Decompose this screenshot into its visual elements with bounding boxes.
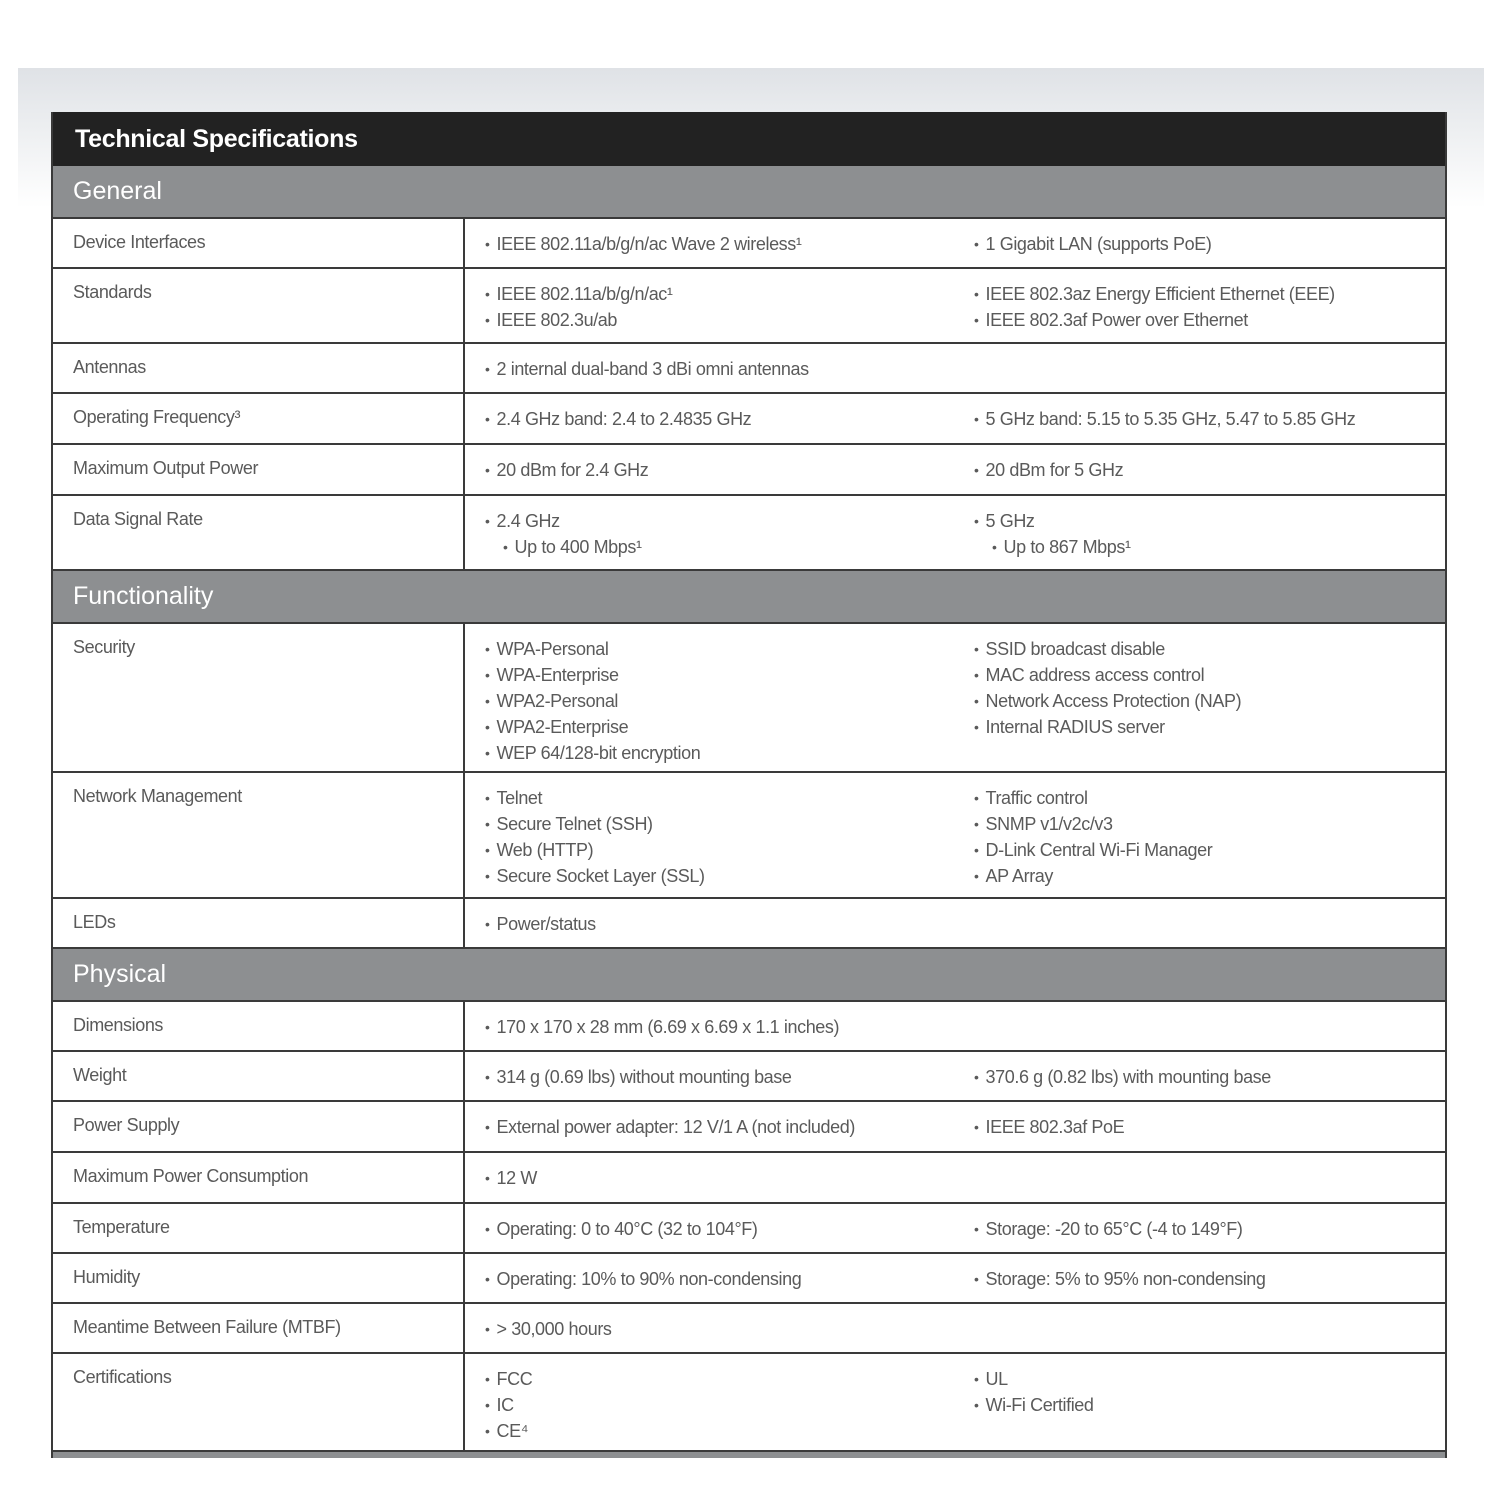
spec-values-right: [954, 496, 1443, 569]
spec-label: Operating Frequency³: [53, 394, 465, 443]
spec-label: Power Supply: [53, 1102, 465, 1151]
spec-row-weight: [53, 1052, 1445, 1102]
spec-value: • IEEE 802.11a/b/g/n/ac¹: [485, 282, 954, 308]
spec-value: • IEEE 802.3az Energy Efficient Ethernet (EEE): [974, 282, 1443, 308]
spec-label: Maximum Output Power: [53, 445, 465, 494]
spec-values-right: [954, 899, 1443, 947]
spec-value: • 170 x 170 x 28 mm (6.69 x 6.69 x 1.1 inches): [485, 1015, 954, 1041]
spec-value: • 2 internal dual-band 3 dBi omni antennas: [485, 357, 954, 383]
section-header-physical: Physical: [53, 949, 1445, 1002]
spec-row-data-signal-rate: [53, 496, 1445, 571]
spec-values-right: [954, 1254, 1443, 1302]
spec-value: • WPA-Enterprise: [485, 663, 954, 689]
spec-values-left: [465, 344, 954, 392]
spec-value: • > 30,000 hours: [485, 1317, 954, 1343]
spec-label: Dimensions: [53, 1002, 465, 1050]
spec-values-left: [465, 394, 954, 443]
spec-value: • 5 GHz band: 5.15 to 5.35 GHz, 5.47 to 5.85 GHz: [974, 407, 1443, 433]
spec-subvalue: • Up to 867 Mbps¹: [974, 535, 1443, 561]
spec-value: • 2.4 GHz band: 2.4 to 2.4835 GHz: [485, 407, 954, 433]
spec-row-network-management: [53, 773, 1445, 899]
spec-label: Device Interfaces: [53, 219, 465, 267]
spec-value: • SNMP v1/v2c/v3: [974, 812, 1443, 838]
spec-value: • IEEE 802.3af Power over Ethernet: [974, 308, 1443, 334]
spec-row-temperature: [53, 1204, 1445, 1254]
spec-label: Antennas: [53, 344, 465, 392]
spec-values-left: [465, 624, 954, 771]
spec-values-right: [954, 1153, 1443, 1202]
spec-value: • Secure Socket Layer (SSL): [485, 864, 954, 890]
spec-values-right: [954, 1354, 1443, 1450]
spec-label: Humidity: [53, 1254, 465, 1302]
spec-value: • Network Access Protection (NAP): [974, 689, 1443, 715]
spec-value: • 20 dBm for 2.4 GHz: [485, 458, 954, 484]
spec-label: Meantime Between Failure (MTBF): [53, 1304, 465, 1352]
spec-values-left: [465, 496, 954, 569]
spec-value: • Power/status: [485, 912, 954, 938]
spec-table: [51, 112, 1447, 1458]
spec-value: • AP Array: [974, 864, 1443, 890]
spec-value: • UL: [974, 1367, 1443, 1393]
spec-value: • 1 Gigabit LAN (supports PoE): [974, 232, 1443, 258]
spec-value: • 2.4 GHz: [485, 509, 954, 535]
spec-value: • SSID broadcast disable: [974, 637, 1443, 663]
spec-row-humidity: [53, 1254, 1445, 1304]
spec-value: • CE⁴: [485, 1419, 954, 1445]
spec-values-right: [954, 1002, 1443, 1050]
spec-label: Security: [53, 624, 465, 771]
spec-value: • External power adapter: 12 V/1 A (not included): [485, 1115, 954, 1141]
spec-value: • Web (HTTP): [485, 838, 954, 864]
spec-values-right: [954, 269, 1443, 342]
spec-row-max-output-power: [53, 445, 1445, 496]
spec-values-left: [465, 1354, 954, 1450]
spec-values-right: [954, 1052, 1443, 1100]
spec-value: • Traffic control: [974, 786, 1443, 812]
spec-value: • 20 dBm for 5 GHz: [974, 458, 1443, 484]
spec-label: Standards: [53, 269, 465, 342]
spec-values-left: [465, 1204, 954, 1252]
spec-values-left: [465, 1052, 954, 1100]
spec-value: • FCC: [485, 1367, 954, 1393]
spec-value: • IEEE 802.3u/ab: [485, 308, 954, 334]
spec-row-mtbf: [53, 1304, 1445, 1354]
spec-values-right: [954, 1102, 1443, 1151]
section-header-functionality: Functionality: [53, 571, 1445, 624]
spec-value: • MAC address access control: [974, 663, 1443, 689]
spec-value: • Wi-Fi Certified: [974, 1393, 1443, 1419]
spec-values-left: [465, 773, 954, 897]
spec-value: • Internal RADIUS server: [974, 715, 1443, 741]
spec-values-left: [465, 1153, 954, 1202]
table-bottom-bar: [53, 1452, 1445, 1458]
spec-values-left: [465, 1254, 954, 1302]
spec-subvalue: • Up to 400 Mbps¹: [485, 535, 954, 561]
spec-label: Network Management: [53, 773, 465, 897]
spec-value: • Telnet: [485, 786, 954, 812]
spec-values-right: [954, 773, 1443, 897]
spec-values-right: [954, 624, 1443, 771]
spec-label: Temperature: [53, 1204, 465, 1252]
spec-values-left: [465, 899, 954, 947]
spec-row-certifications: [53, 1354, 1445, 1452]
spec-value: • Storage: -20 to 65°C (-4 to 149°F): [974, 1217, 1443, 1243]
spec-values-right: [954, 394, 1443, 443]
spec-value: • IC: [485, 1393, 954, 1419]
spec-value: • Operating: 10% to 90% non-condensing: [485, 1267, 954, 1293]
spec-value: • 314 g (0.69 lbs) without mounting base: [485, 1065, 954, 1091]
spec-value: • Storage: 5% to 95% non-condensing: [974, 1267, 1443, 1293]
spec-value: • WPA2-Enterprise: [485, 715, 954, 741]
spec-row-security: [53, 624, 1445, 773]
spec-label: Data Signal Rate: [53, 496, 465, 569]
spec-row-device-interfaces: [53, 219, 1445, 269]
spec-value: • Secure Telnet (SSH): [485, 812, 954, 838]
spec-values-right: [954, 344, 1443, 392]
spec-value: • 370.6 g (0.82 lbs) with mounting base: [974, 1065, 1443, 1091]
spec-value: • IEEE 802.3af PoE: [974, 1115, 1443, 1141]
spec-value: • 5 GHz: [974, 509, 1443, 535]
spec-label: Certifications: [53, 1354, 465, 1450]
spec-values-left: [465, 1102, 954, 1151]
spec-label: Maximum Power Consumption: [53, 1153, 465, 1202]
spec-value: • WEP 64/128-bit encryption: [485, 741, 954, 767]
spec-row-standards: [53, 269, 1445, 344]
spec-row-antennas: [53, 344, 1445, 394]
spec-values-right: [954, 1204, 1443, 1252]
spec-label: Weight: [53, 1052, 465, 1100]
spec-row-power-supply: [53, 1102, 1445, 1153]
spec-values-right: [954, 445, 1443, 494]
spec-label: LEDs: [53, 899, 465, 947]
spec-values-left: [465, 219, 954, 267]
spec-values-left: [465, 269, 954, 342]
spec-row-leds: [53, 899, 1445, 949]
spec-value: • WPA2-Personal: [485, 689, 954, 715]
spec-values-right: [954, 219, 1443, 267]
spec-values-left: [465, 1304, 954, 1352]
spec-value: • Operating: 0 to 40°C (32 to 104°F): [485, 1217, 954, 1243]
spec-value: • IEEE 802.11a/b/g/n/ac Wave 2 wireless¹: [485, 232, 954, 258]
spec-values-left: [465, 1002, 954, 1050]
section-header-general: General: [53, 166, 1445, 219]
spec-values-left: [465, 445, 954, 494]
spec-value: • WPA-Personal: [485, 637, 954, 663]
spec-value: • 12 W: [485, 1166, 954, 1192]
spec-row-dimensions: [53, 1002, 1445, 1052]
spec-row-operating-frequency: [53, 394, 1445, 445]
spec-values-right: [954, 1304, 1443, 1352]
spec-value: • D-Link Central Wi-Fi Manager: [974, 838, 1443, 864]
page-title: Technical Specifications: [53, 112, 1445, 166]
spec-row-max-power-consumption: [53, 1153, 1445, 1204]
